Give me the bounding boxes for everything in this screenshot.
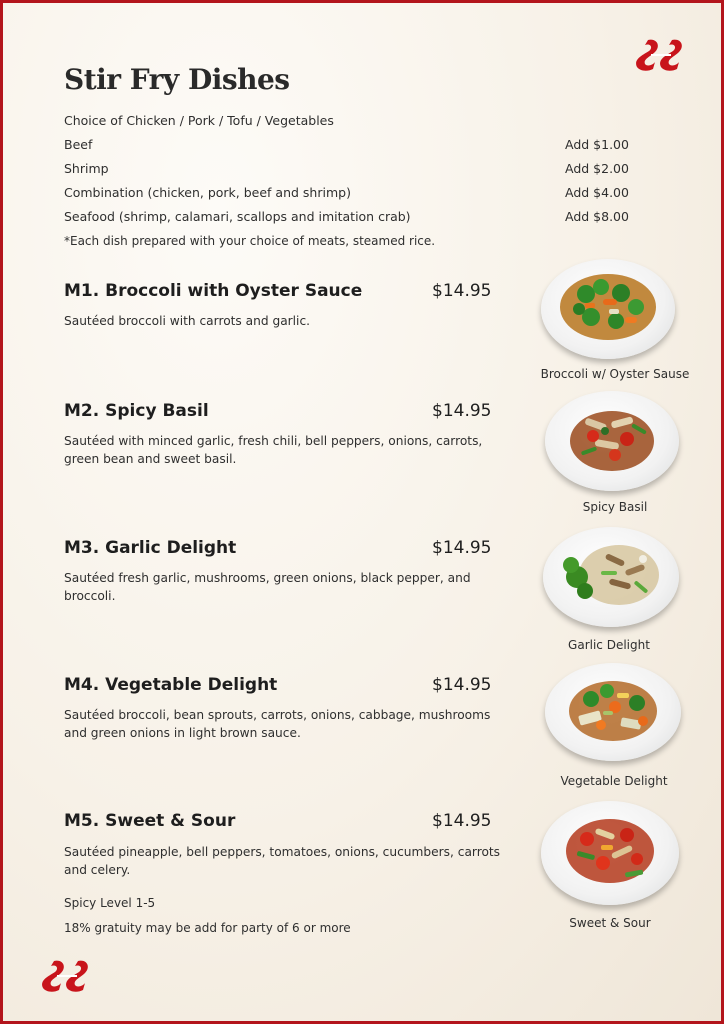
base-choice: Choice of Chicken / Pork / Tofu / Vegetables [64,113,334,128]
extra-label: Combination (chicken, pork, beef and shrimp) [64,185,351,200]
dish-name: M1. Broccoli with Oyster Sauce [64,281,363,301]
dish-description: Sautéed broccoli, bean sprouts, carrots, onions, cabbage, mushrooms and green onions in light brown sauce. [64,708,491,740]
extra-price: Add $1.00 [565,137,629,152]
dish-photo [543,527,679,627]
dish-photo [541,801,679,905]
extra-label: Shrimp [64,161,109,176]
extra-price: Add $2.00 [565,161,629,176]
dish-price: $14.95 [432,281,492,301]
dish-price: $14.95 [432,538,492,558]
page-title: Stir Fry Dishes [64,63,290,96]
dish-name: M3. Garlic Delight [64,538,237,558]
dish-caption: Spicy Basil [582,500,648,514]
extra-price: Add $4.00 [565,185,629,200]
brand-logo [631,37,691,73]
dish-caption: Garlic Delight [568,638,650,652]
dish-caption: Sweet & Sour [569,916,651,930]
dish-price: $14.95 [432,675,492,695]
dish-caption: Broccoli w/ Oyster Sause [540,367,690,381]
dish-photo [545,663,681,761]
menu-page [3,3,721,1021]
dish-name: M5. Sweet & Sour [64,811,236,831]
spicy-level-note: Spicy Level 1-5 [64,896,156,910]
dish-caption: Vegetable Delight [560,774,668,788]
extra-label: Beef [64,137,93,152]
dish-name: M2. Spicy Basil [64,401,209,421]
dish-description: Sautéed pineapple, bell peppers, tomatoes, onions, cucumbers, carrots and celery. [64,845,501,877]
dish-price: $14.95 [432,401,492,421]
dish-description: Sautéed broccoli with carrots and garlic. [64,314,311,328]
dish-photo [545,391,679,491]
extra-label: Seafood (shrimp, calamari, scallops and imitation crab) [64,209,411,224]
dish-photo [541,259,675,359]
extra-price: Add $8.00 [565,209,629,224]
dish-description: Sautéed fresh garlic, mushrooms, green onions, black pepper, and broccoli. [64,571,471,603]
dish-price: $14.95 [432,811,492,831]
dish-description: Sautéed with minced garlic, fresh chili, bell peppers, onions, carrots, green bean and sweet basil. [64,434,483,466]
prep-note: *Each dish prepared with your choice of meats, steamed rice. [64,234,436,248]
brand-logo [37,958,97,994]
gratuity-note: 18% gratuity may be add for party of 6 or more [64,921,351,935]
dish-name: M4. Vegetable Delight [64,675,278,695]
